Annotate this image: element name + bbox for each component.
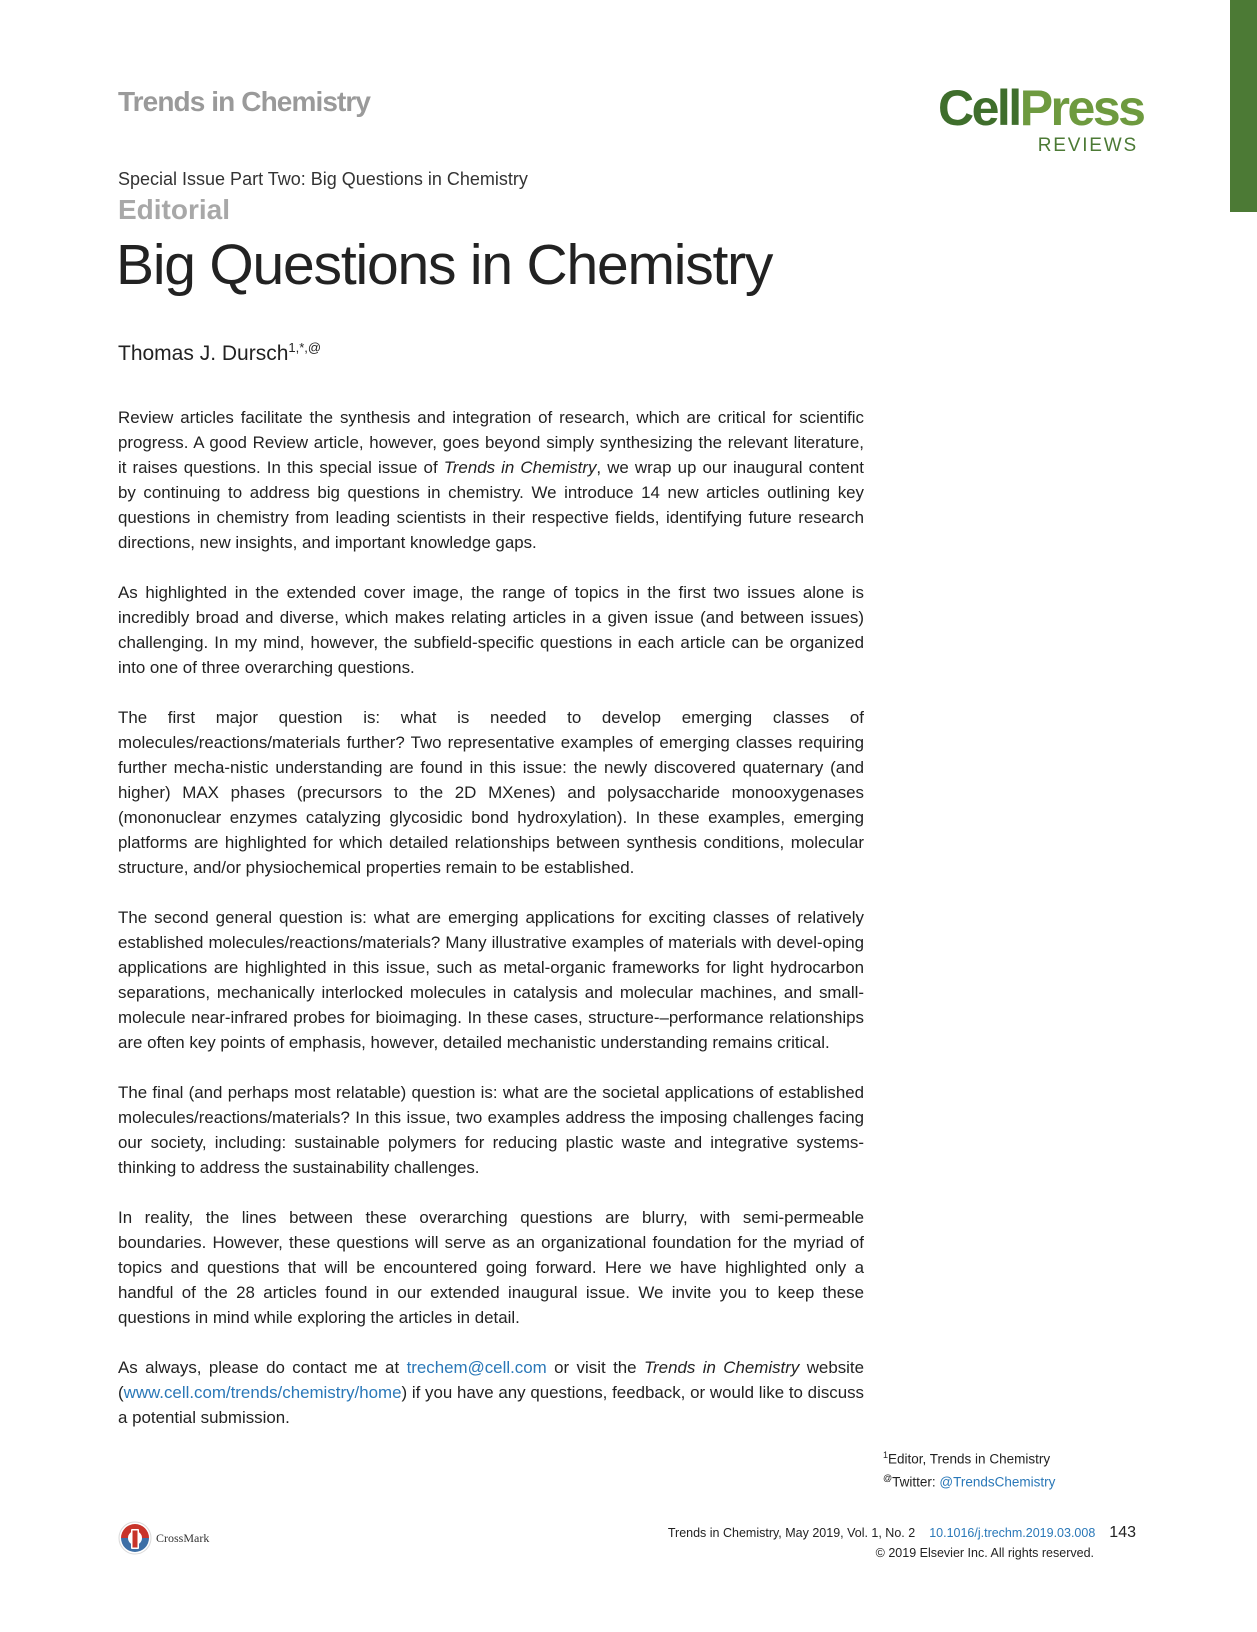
body-paragraph: Review articles facilitate the synthesis and integration of research, which are critical for scientific progress. A good Review article, however, goes beyond simply synthesizing the relevant literature, it raises questions. In this special issue of Trends in Chemistry, we wrap up our inaugural content by continuing to address big questions in chemistry. We introduce 14 new articles outlining key questions in chemistry from leading scientists in their respective fields, identifying future research directions, new insights, and important knowledge gaps. — [118, 408, 864, 552]
body-paragraph: The second general question is: what are emerging applications for exciting classes of relatively established molecules/reactions/materials? Many illustrative examples of materials with devel-oping applications are highlighted in this issue, such as metal-organic frameworks for light hydrocarbon separations, mechanically interlocked molecules in catalysis and molecular machines, and small-molecule near-infrared probes for bioimaging. In these cases, structure-–performance relationships are often key points of emphasis, however, detailed mechanistic understanding remains critical. — [118, 908, 864, 1052]
journal-website-link[interactable]: www.cell.com/trends/chemistry/home — [123, 1383, 402, 1402]
author-line — [118, 340, 321, 366]
crossmark-icon — [118, 1521, 152, 1555]
page-number: 143 — [1109, 1524, 1136, 1541]
article-title: Big Questions in Chemistry — [116, 233, 773, 297]
page-footer — [668, 1524, 1136, 1560]
author-affiliation-marks: 1,*,@ — [288, 340, 322, 355]
author-name: Thomas J. Dursch — [118, 342, 289, 365]
journal-name: Trends in Chemistry — [118, 86, 371, 117]
citation: Trends in Chemistry, May 2019, Vol. 1, No. 2 — [667, 1526, 916, 1540]
contact-email-link[interactable]: trechem@cell.com — [406, 1358, 547, 1377]
logo-word-cell: Cell — [938, 80, 1020, 136]
journal-name-inline: Trends in Chemistry — [643, 1358, 800, 1377]
logo-word-press: Press — [1019, 80, 1144, 136]
article-type: Editorial — [118, 194, 231, 225]
affiliation-notes — [883, 1446, 1055, 1491]
affiliation-editor: $^1$Editor, Trends in Chemistry — [883, 1450, 1051, 1467]
cellpress-logo — [938, 80, 1144, 157]
body-paragraph: The final (and perhaps most relatable) question is: what are the societal applications of established molecules/reactions/materials? In this issue, two examples address the imposing challenges facing our society, including: sustainable polymers for reducing plastic waste and integrative systems-thinking to address the sustainability challenges. — [118, 1083, 864, 1177]
body-paragraph: As always, please do contact me at trechem@cell.com or visit the Trends in Chemistry website (www.cell.com/trends/chemistry/home) if you have any questions, feedback, or would like to discuss a potential submission. — [118, 1358, 865, 1427]
crossmark-badge[interactable] — [118, 1521, 209, 1555]
footer-citation-line — [668, 1524, 1136, 1542]
article-body — [118, 405, 864, 1455]
body-paragraph: As highlighted in the extended cover image, the range of topics in the first two issues alone is incredibly broad and diverse, which makes relating articles in a given issue (and between issues) challenging. In my mind, however, the subfield-specific questions in each article can be organized into one of three overarching questions. — [118, 583, 864, 677]
crossmark-label: CrossMark — [156, 1530, 210, 1545]
special-issue-label: Special Issue Part Two: Big Questions in Chemistry — [118, 169, 528, 189]
section-color-tab — [1230, 0, 1257, 212]
copyright: © 2019 Elsevier Inc. All rights reserved. — [875, 1546, 1094, 1560]
doi-link[interactable]: 10.1016/j.trechm.2019.03.008 — [929, 1526, 1096, 1540]
affiliation-twitter: @Twitter: @TrendsChemistry — [883, 1472, 1056, 1489]
body-paragraph: The first major question is: what is needed to develop emerging classes of molecules/reactions/materials further? Two representative examples of emerging classes requiring further mecha-nistic understanding are found in this issue: the newly discovered quaternary (and higher) MAX phases (precursors to the 2D MXenes) and polysaccharide monooxygenases (mononuclear enzymes catalyzing glycosidic bond hydroxylation). In these examples, emerging platforms are highlighted for which detailed relationships between synthesis conditions, molecular structure, and/or physiochemical properties remain to be established. — [118, 708, 864, 877]
journal-name-inline: Trends in Chemistry — [443, 458, 597, 477]
logo-wordmark — [938, 80, 1144, 136]
logo-subtitle: REVIEWS — [1037, 135, 1138, 156]
body-paragraph: In reality, the lines between these overarching questions are blurry, with semi-permeable boundaries. However, these questions will serve as an organizational foundation for the myriad of topics and questions that will be encountered going forward. Here we have highlighted only a handful of the 28 articles found in our extended inaugural issue. We invite you to keep these questions in mind while exploring the articles in detail. — [118, 1208, 864, 1327]
twitter-handle-link[interactable]: @TrendsChemistry — [939, 1474, 1056, 1489]
